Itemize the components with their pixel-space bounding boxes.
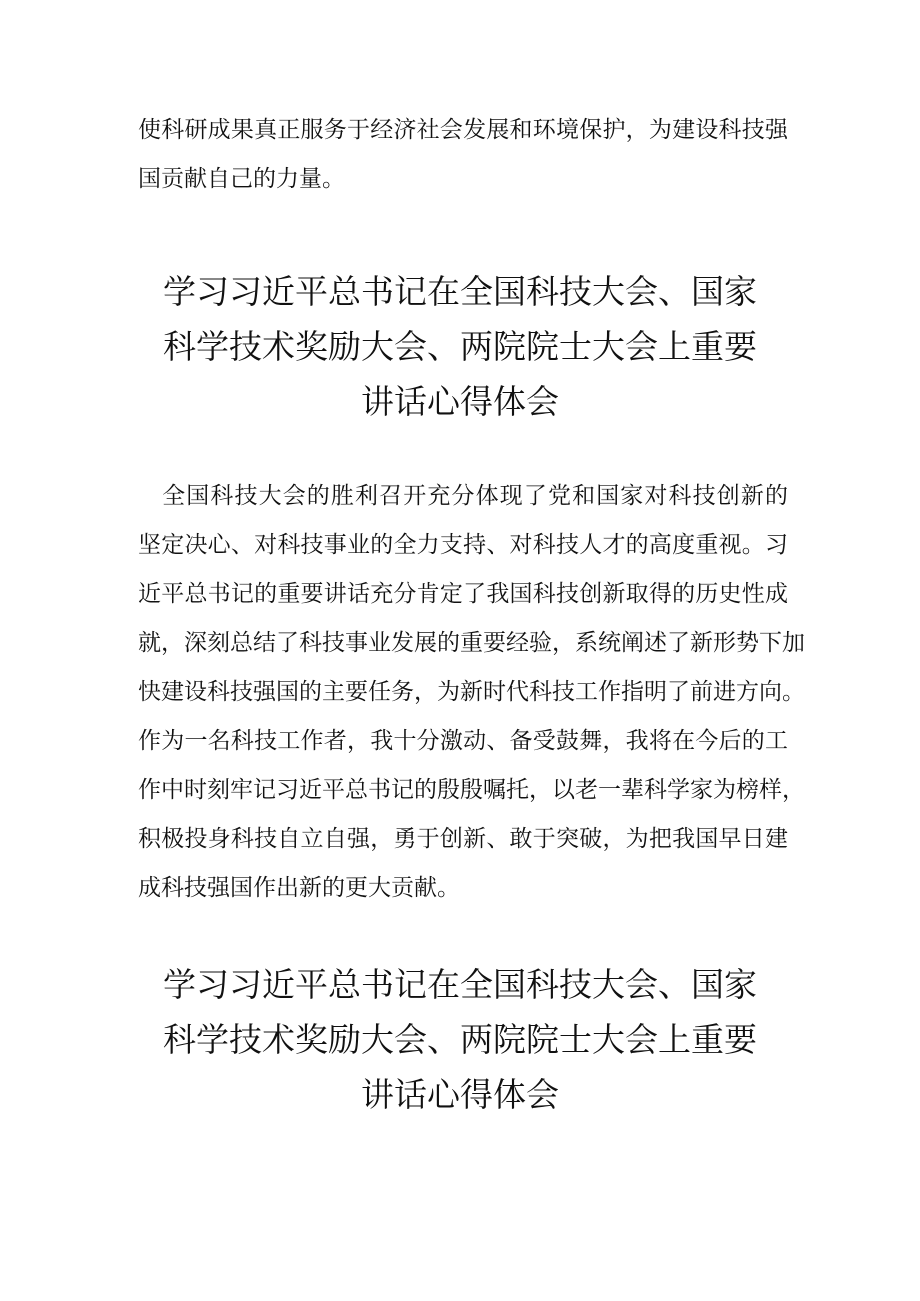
- title-line: 讲话心得体会: [361, 382, 559, 421]
- title-line: 学习习近平总书记在全国科技大会、国家: [163, 965, 757, 1004]
- paragraph-line: 就，深刻总结了科技事业发展的重要经验，系统阐述了新形势下加: [138, 630, 805, 656]
- paragraph-line: 成科技强国作出新的更大贡献。: [138, 875, 460, 901]
- paragraph-line: 快建设科技强国的主要任务，为新时代科技工作指明了前进方向。: [138, 679, 805, 705]
- title-line: 科学技术奖励大会、两院院士大会上重要: [163, 327, 757, 366]
- paragraph-line: 积极投身科技自立自强，勇于创新、敢于突破，为把我国早日建: [138, 826, 788, 852]
- title-line: 学习习近平总书记在全国科技大会、国家: [163, 272, 757, 311]
- paragraph-line: 使科研成果真正服务于经济社会发展和环境保护，为建设科技强: [138, 117, 788, 143]
- paragraph-line: 国贡献自己的力量。: [138, 166, 345, 192]
- paragraph-line: 坚定决心、对科技事业的全力支持、对科技人才的高度重视。习: [138, 532, 788, 558]
- paragraph-line: 近平总书记的重要讲话充分肯定了我国科技创新取得的历史性成: [138, 581, 788, 607]
- title-line: 科学技术奖励大会、两院院士大会上重要: [163, 1020, 757, 1059]
- paragraph-line: 全国科技大会的胜利召开充分体现了党和国家对科技创新的: [138, 483, 788, 509]
- paragraph-line: 作为一名科技工作者，我十分激动、备受鼓舞，我将在今后的工: [138, 728, 788, 754]
- paragraph-line: 作中时刻牢记习近平总书记的殷殷嘱托，以老一辈科学家为榜样，: [138, 777, 805, 803]
- title-line: 讲话心得体会: [361, 1075, 559, 1114]
